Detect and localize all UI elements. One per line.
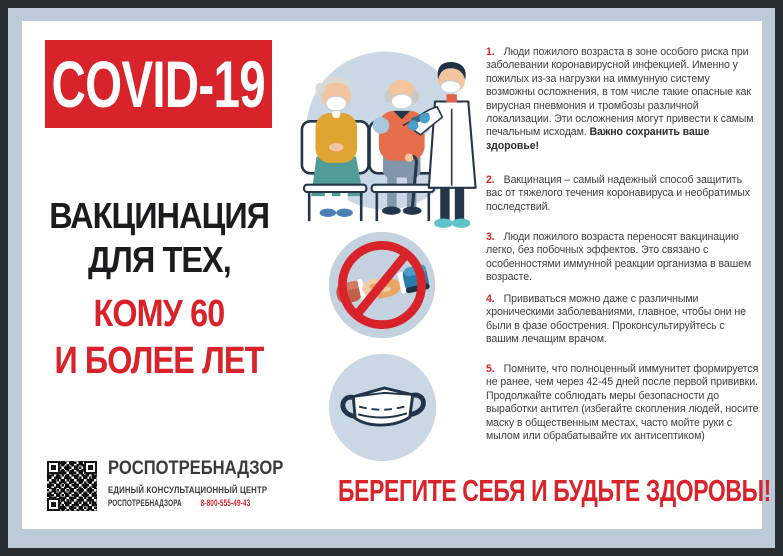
org-name: РОСПОТРЕБНАДЗОР bbox=[108, 457, 284, 479]
item-number: 3. bbox=[486, 231, 495, 243]
item-text: Вакцинация – самый надежный способ защитить вас от тяжелого течения коронавируса и необратимых последствий. bbox=[486, 174, 750, 213]
advice-list bbox=[486, 21, 760, 529]
slogan: БЕРЕГИТЕ СЕБЯ И БУДЬТЕ ЗДОРОВЫ! bbox=[338, 473, 771, 508]
title-line-4: И БОЛЕЕ ЛЕТ bbox=[54, 340, 264, 382]
list-item-2 bbox=[486, 174, 760, 214]
qr-finder-icon bbox=[84, 461, 97, 474]
org-subtitle-text: РОСПОТРЕБНАДЗОРА bbox=[108, 498, 182, 509]
item-text: Помните, что полноценный иммунитет формируется не ранее, чем через 42-45 дней после первой прививки. Продолжайте соблюдать меры безопасности до выработки антител (избегайте скопления людей, носите маску в общественным местах, часто мойте руки с мылом или обрабатывайте их антисептиком) bbox=[486, 363, 759, 443]
no-handshake-icon bbox=[324, 227, 440, 343]
qr-code bbox=[47, 461, 97, 511]
list-item-5 bbox=[486, 363, 760, 443]
face-mask-icon bbox=[324, 349, 441, 466]
item-number: 4. bbox=[486, 293, 495, 305]
item-text: Прививаться можно даже с различными хроническими заболеваниями, главное, чтобы они не были в фазе обострения. Проконсультируйтесь с вашим лечащим врачом. bbox=[486, 293, 746, 346]
item-number: 1. bbox=[486, 46, 495, 58]
item-text: Люди пожилого возраста в зоне особого риска при заболевании коронавирусной инфекцией. Именно у пожилых из-за нагрузки на иммунную систему возможны осложнения, в том числе такие опасные как вирусная пневмония и тромбозы различной локализации. Эти осложнения могут привести к самым печальным исходам. bbox=[486, 46, 754, 139]
covid19-banner-label: COVID-19 bbox=[51, 47, 266, 121]
hotline-phone-number: 8-800-555-49-43 bbox=[200, 498, 250, 509]
list-item-4 bbox=[486, 293, 760, 347]
list-item-1 bbox=[486, 46, 760, 153]
item-bold-text: Важно сохранить ваше здоровье! bbox=[486, 126, 710, 152]
vaccination-scene-icon bbox=[278, 35, 486, 245]
qr-finder-icon bbox=[47, 461, 60, 474]
qr-finder-icon bbox=[47, 498, 60, 511]
title-line-2: ДЛЯ ТЕХ, bbox=[87, 239, 231, 280]
item-number: 2. bbox=[486, 174, 495, 186]
title-line-1: ВАКЦИНАЦИЯ bbox=[49, 195, 269, 236]
item-text: Люди пожилого возраста переносят вакцинацию легко, без побочных эффектов. Это связано с особенностями иммунной реакции организма в вашем возрасте. bbox=[486, 231, 752, 284]
org-subtitle-line1: ЕДИНЫЙ КОНСУЛЬТАЦИОННЫЙ ЦЕНТР bbox=[108, 485, 268, 496]
title-line-3: КОМУ 60 bbox=[93, 293, 225, 335]
poster-page bbox=[22, 21, 771, 529]
poster-title bbox=[28, 21, 290, 529]
list-item-3 bbox=[486, 231, 760, 285]
item-number: 5. bbox=[486, 363, 495, 375]
